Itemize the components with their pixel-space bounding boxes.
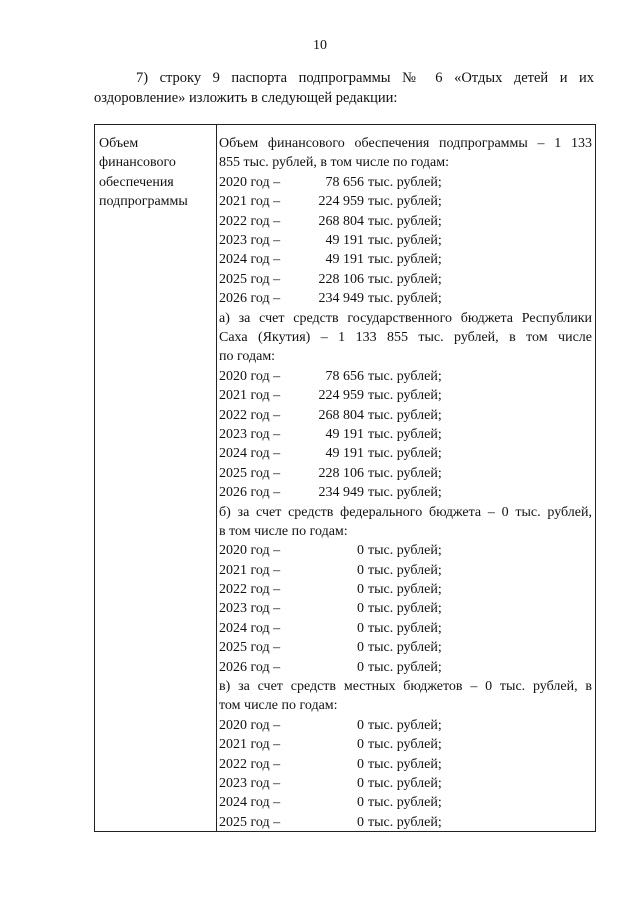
year-label: 2023 год – [219,601,281,617]
local-heading-cont: том числе по годам: [219,698,338,714]
year-amount: 0 [357,543,364,559]
year-row [219,735,592,754]
year-label: 2026 год – [219,291,281,307]
year-unit: тыс. рублей; [368,465,442,481]
year-unit: тыс. рублей; [368,737,442,753]
year-amount: 0 [357,582,364,598]
column-divider [216,125,217,831]
year-unit: тыс. рублей; [368,620,442,636]
year-amount: 0 [357,814,364,830]
year-unit: тыс. рублей; [368,659,442,675]
year-label: 2024 год – [219,795,281,811]
federal-heading-cont: в том числе по годам: [219,523,348,539]
year-amount: 234 949 [318,485,364,501]
year-label: 2024 год – [219,620,281,636]
passport-table [94,124,596,832]
year-amount: 78 656 [325,368,364,384]
year-unit: тыс. рублей; [368,213,442,229]
year-row [219,406,592,425]
year-amount: 49 191 [325,232,364,248]
year-row [219,813,592,832]
year-amount: 224 959 [318,388,364,404]
year-row [219,192,592,211]
year-list [219,367,592,503]
year-amount: 234 949 [318,291,364,307]
year-amount: 228 106 [318,271,364,287]
year-row [219,289,592,308]
year-amount: 0 [357,795,364,811]
year-unit: тыс. рублей; [368,795,442,811]
year-unit: тыс. рублей; [368,194,442,210]
year-amount: 0 [357,620,364,636]
year-unit: тыс. рублей; [368,232,442,248]
year-label: 2025 год – [219,271,281,287]
year-row [219,444,592,463]
year-row [219,464,592,483]
year-label: 2025 год – [219,640,281,656]
year-label: 2020 год – [219,174,281,190]
republic-heading-end: по годам: [219,349,276,365]
year-amount: 0 [357,717,364,733]
year-unit: тыс. рублей; [368,582,442,598]
year-label: 2020 год – [219,543,281,559]
year-amount: 49 191 [325,446,364,462]
intro-line: 7) строку 9 паспорта подпрограммы № 6 «Отдых детей и их [136,70,594,86]
page-number: 10 [313,38,327,53]
year-amount: 0 [357,640,364,656]
year-row [219,774,592,793]
year-unit: тыс. рублей; [368,368,442,384]
year-list [219,541,592,677]
year-amount: 0 [357,562,364,578]
year-list [219,173,592,309]
year-label: 2023 год – [219,776,281,792]
year-label: 2024 год – [219,446,281,462]
year-amount: 0 [357,601,364,617]
label-line: Объем [99,136,139,151]
year-row [219,425,592,444]
year-row [219,638,592,657]
year-label: 2025 год – [219,465,281,481]
total-heading: Объем финансового обеспечения подпрограммы – 1 133 [219,136,592,151]
year-row [219,541,592,560]
year-label: 2026 год – [219,485,281,501]
year-row [219,483,592,502]
intro-line: оздоровление» изложить в следующей редакции: [94,90,398,106]
republic-heading-cont: Саха (Якутия) – 1 133 855 тыс. рублей, в том числе [219,329,592,345]
year-amount: 78 656 [325,174,364,190]
year-label: 2025 год – [219,814,281,830]
year-row [219,212,592,231]
year-unit: тыс. рублей; [368,174,442,190]
year-unit: тыс. рублей; [368,717,442,733]
year-unit: тыс. рублей; [368,407,442,423]
year-row [219,755,592,774]
year-amount: 268 804 [318,407,364,423]
year-unit: тыс. рублей; [368,446,442,462]
year-unit: тыс. рублей; [368,252,442,268]
year-unit: тыс. рублей; [368,388,442,404]
label-line: финансового [99,155,176,171]
year-unit: тыс. рублей; [368,543,442,559]
year-unit: тыс. рублей; [368,601,442,617]
year-unit: тыс. рублей; [368,291,442,307]
year-label: 2023 год – [219,426,281,442]
year-unit: тыс. рублей; [368,640,442,656]
year-amount: 49 191 [325,252,364,268]
year-unit: тыс. рублей; [368,271,442,287]
year-unit: тыс. рублей; [368,776,442,792]
year-amount: 0 [357,756,364,772]
year-row [219,716,592,735]
year-row [219,270,592,289]
year-amount: 268 804 [318,213,364,229]
year-amount: 228 106 [318,465,364,481]
year-label: 2021 год – [219,388,281,404]
year-label: 2023 год – [219,232,281,248]
year-label: 2021 год – [219,562,281,578]
year-label: 2024 год – [219,252,281,268]
year-label: 2022 год – [219,756,281,772]
year-amount: 0 [357,776,364,792]
year-row [219,250,592,269]
year-amount: 0 [357,659,364,675]
year-row [219,231,592,250]
year-label: 2020 год – [219,717,281,733]
intro-paragraph [94,68,594,108]
year-row [219,793,592,812]
year-label: 2022 год – [219,407,281,423]
label-line: подпрограммы [99,194,188,210]
year-unit: тыс. рублей; [368,426,442,442]
year-label: 2021 год – [219,737,281,753]
year-row [219,561,592,580]
year-label: 2022 год – [219,582,281,598]
year-label: 2026 год – [219,659,281,675]
year-amount: 49 191 [325,426,364,442]
year-row [219,580,592,599]
year-unit: тыс. рублей; [368,485,442,501]
year-row [219,599,592,618]
year-list [219,716,592,832]
year-label: 2021 год – [219,194,281,210]
total-heading-cont: 855 тыс. рублей, в том числе по годам: [219,155,449,171]
row-content-cell [219,134,592,832]
year-row [219,386,592,405]
year-unit: тыс. рублей; [368,756,442,772]
year-row [219,619,592,638]
year-amount: 224 959 [318,194,364,210]
republic-heading: а) за счет средств государственного бюджета Республики [219,310,592,326]
year-unit: тыс. рублей; [368,562,442,578]
year-label: 2020 год – [219,368,281,384]
year-amount: 0 [357,737,364,753]
year-row [219,173,592,192]
local-heading: в) за счет средств местных бюджетов – 0 тыс. рублей, в [219,679,592,695]
federal-heading: б) за счет средств федерального бюджета – 0 тыс. рублей, [219,504,592,520]
year-row [219,367,592,386]
label-line: обеспечения [99,174,174,190]
year-unit: тыс. рублей; [368,814,442,830]
row-label-cell [99,134,215,212]
year-row [219,658,592,677]
year-label: 2022 год – [219,213,281,229]
